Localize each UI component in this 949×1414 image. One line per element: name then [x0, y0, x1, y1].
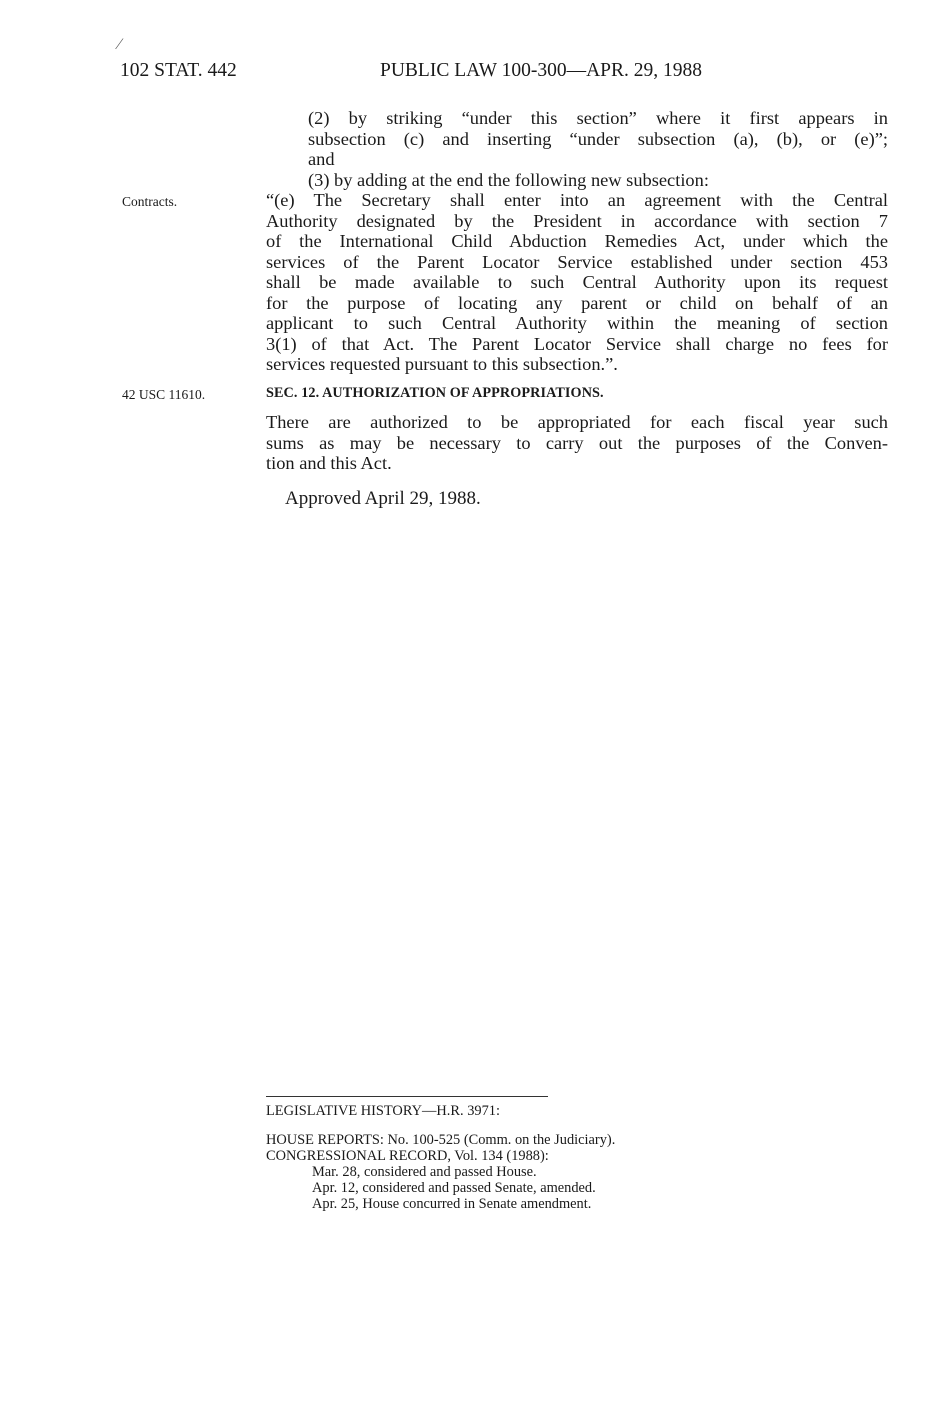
- text-line: and: [308, 149, 335, 169]
- margin-note-usc: 42 USC 11610.: [122, 387, 206, 402]
- footnote-rule: [266, 1096, 548, 1097]
- text-line: “(e) The Secretary shall enter into an agreement with the Central: [266, 190, 888, 210]
- approval-date: Approved April 29, 1988.: [285, 488, 481, 509]
- text-line: Authority designated by the President in accordance with section 7: [266, 210, 888, 231]
- text-line: for the purpose of locating any parent or child on behalf of an: [266, 292, 888, 313]
- text-line: of the International Child Abduction Remedies Act, under which the: [266, 231, 888, 251]
- text-line: services requested pursuant to this subsection.”.: [266, 354, 618, 374]
- history-date-item: Mar. 28, considered and passed House.: [312, 1164, 537, 1180]
- text-line: (2) by striking “under this section” where it first appears in: [308, 108, 888, 128]
- section-12-heading: SEC. 12. AUTHORIZATION OF APPROPRIATIONS.: [266, 385, 604, 401]
- margin-tick-mark: ⁄: [118, 36, 121, 53]
- text-line: tion and this Act.: [266, 453, 392, 473]
- paragraph-2: [308, 108, 888, 170]
- legislative-history-title: LEGISLATIVE HISTORY—H.R. 3971:: [266, 1103, 500, 1119]
- house-reports: HOUSE REPORTS: No. 100-525 (Comm. on the Judiciary).: [266, 1132, 616, 1148]
- subsection-e: [266, 190, 888, 375]
- congressional-record: CONGRESSIONAL RECORD, Vol. 134 (1988):: [266, 1148, 549, 1164]
- section-12-text: [266, 412, 888, 474]
- text-line: subsection (c) and inserting “under subsection (a), (b), or (e)”;: [308, 128, 888, 149]
- text-line: services of the Parent Locator Service established under section 453: [266, 251, 888, 272]
- text-line: 3(1) of that Act. The Parent Locator Service shall charge no fees for: [266, 333, 888, 354]
- text-line: There are authorized to be appropriated for each fiscal year such: [266, 412, 888, 432]
- text-line: shall be made available to such Central Authority upon its request: [266, 272, 888, 292]
- text-line: (3) by adding at the end the following new subsection:: [308, 170, 709, 190]
- stat-page-number: 102 STAT. 442: [120, 60, 237, 81]
- text-line: sums as may be necessary to carry out the purposes of the Conven-: [266, 432, 888, 453]
- public-law-title: PUBLIC LAW 100-300—APR. 29, 1988: [380, 60, 703, 81]
- history-date-item: Apr. 12, considered and passed Senate, amended.: [312, 1180, 596, 1196]
- margin-note-contracts: Contracts.: [122, 194, 178, 209]
- history-date-item: Apr. 25, House concurred in Senate amendment.: [312, 1196, 592, 1212]
- text-line: applicant to such Central Authority within the meaning of section: [266, 313, 888, 333]
- paragraph-3: [308, 170, 888, 191]
